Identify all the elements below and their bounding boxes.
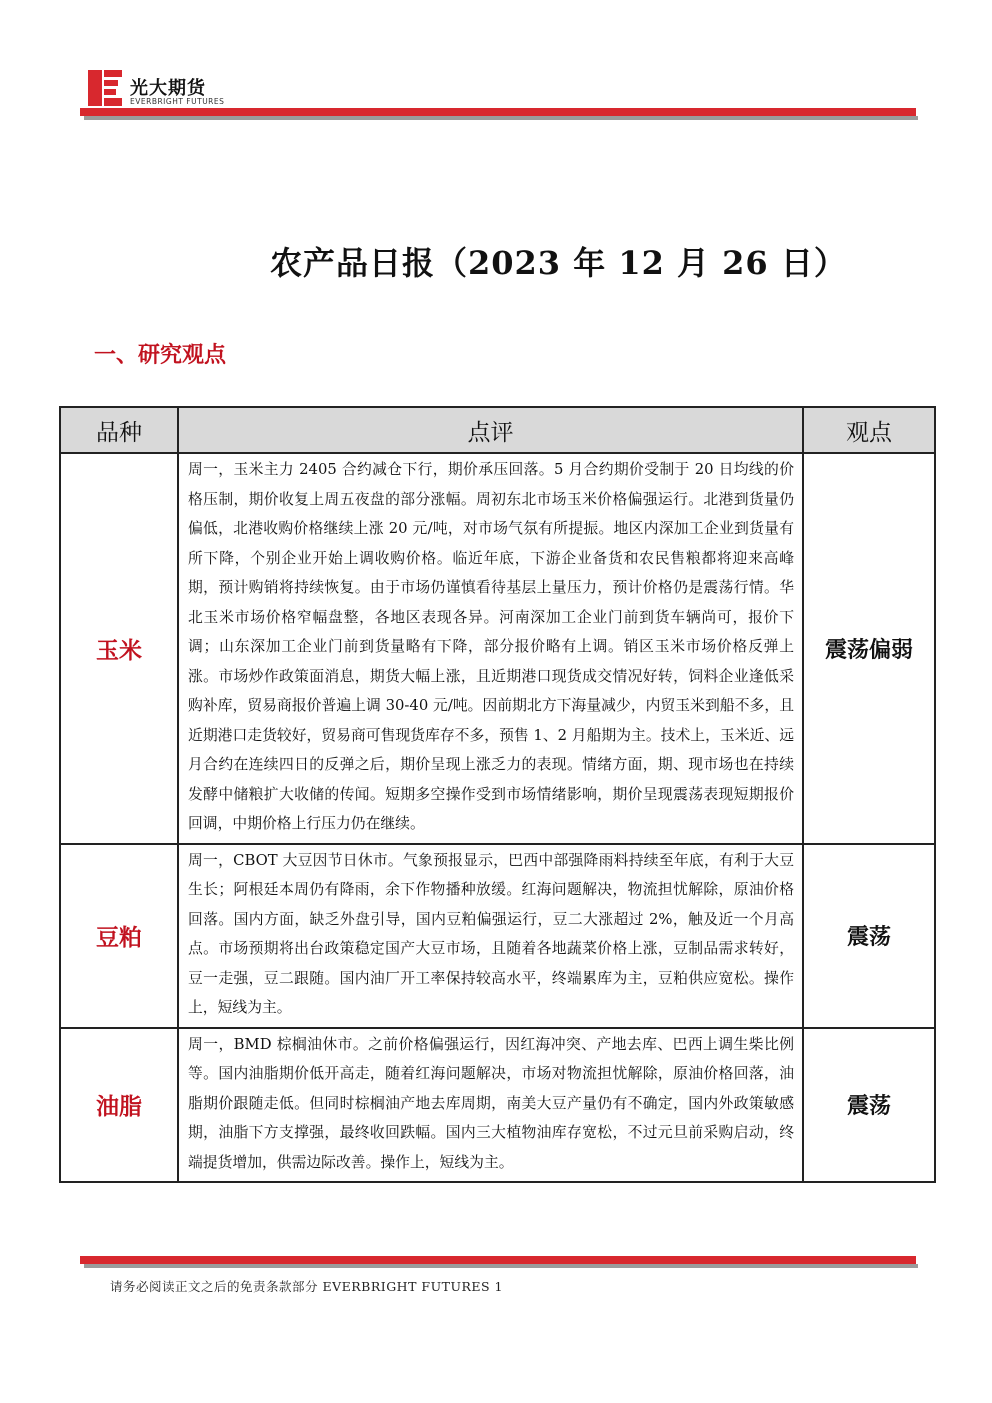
document-title: 农产品日报（2023 年 12 月 26 日） (270, 244, 847, 282)
logo-text-cn: 光大期货 (130, 78, 206, 99)
section-heading: 一、研究观点 (94, 342, 227, 368)
table-header-row (60, 407, 935, 453)
variety-comment: 周一，BMD 棕榈油休市。之前价格偏强运行，因红海冲突、产地去库、巴西上调生柴比例等。国内油脂期价低开高走，随着红海问题解决，市场对物流担忧解除，原油价格回落，油脂期价跟随走低。但同时棕榈油产地去库周期，南美大豆产量仍有不确定，国内外政策敏感期，油脂下方支撑强，最终收回跌幅。国内三大植物油库存宽松，不过元旦前采购启动，终端提货增加，供需边际改善。操作上，短线为主。 (178, 1028, 803, 1183)
column-header-view: 观点 (803, 407, 935, 453)
variety-name: 豆粕 (60, 844, 178, 1028)
header-rule (80, 108, 916, 116)
variety-view: 震荡 (803, 844, 935, 1028)
table-row (60, 453, 935, 844)
variety-comment: 周一，CBOT 大豆因节日休市。气象预报显示，巴西中部强降雨料持续至年底，有利于大豆生长；阿根廷本周仍有降雨，余下作物播种放缓。红海问题解决，物流担忧解除，原油价格回落。国内方面，缺乏外盘引导，国内豆粕偏强运行，豆二大涨超过 2%，触及近一个月高点。市场预期将出台政策稳定国产大豆市场，且随着各地蔬菜价格上涨，豆制品需求转好，豆一走强，豆二跟随。国内油厂开工率保持较高水平，终端累库为主，豆粕供应宽松。操作上，短线为主。 (178, 844, 803, 1028)
table-row (60, 1028, 935, 1183)
variety-name: 玉米 (60, 453, 178, 844)
variety-view: 震荡 (803, 1028, 935, 1183)
column-header-variety: 品种 (60, 407, 178, 453)
header-rule-shadow (84, 116, 918, 120)
research-table (59, 406, 936, 1183)
variety-view: 震荡偏弱 (803, 453, 935, 844)
footer-disclaimer: 请务必阅读正文之后的免责条款部分 EVERBRIGHT FUTURES 1 (110, 1279, 504, 1294)
footer-rule-shadow (84, 1264, 918, 1268)
table-row (60, 844, 935, 1028)
footer-rule (80, 1256, 916, 1264)
variety-name: 油脂 (60, 1028, 178, 1183)
logo-mark-icon (88, 70, 122, 106)
company-logo (88, 70, 238, 110)
logo-text-en: EVERBRIGHT FUTURES (130, 97, 225, 106)
column-header-comment: 点评 (178, 407, 803, 453)
variety-comment: 周一，玉米主力 2405 合约减仓下行，期价承压回落。5 月合约期价受制于 20 日均线的价格压制，期价收复上周五夜盘的部分涨幅。周初东北市场玉米价格偏强运行。北港到货量仍偏低，北港收购价格继续上涨 20 元/吨，对市场气氛有所提振。地区内深加工企业到货量有所下降，个别企业开始上调收购价格。临近年底，下游企业备货和农民售粮都将迎来高峰期，预计购销将持续恢复。由于市场仍谨慎看待基层上量压力，预计价格仍是震荡行情。华北玉米市场价格窄幅盘整，各地区表现各异。河南深加工企业门前到货车辆尚可，报价下调；山东深加工企业门前到货量略有下降，部分报价略有上调。销区玉米市场价格反弹上涨。市场炒作政策面消息，期货大幅上涨，且近期港口现货成交情况好转，饲料企业逢低采购补库，贸易商报价普遍上调 30-40 元/吨。因前期北方下海量减少，内贸玉米到船不多，且近期港口走货较好，贸易商可售现货库存不多，预售 1、2 月船期为主。技术上，玉米近、远月合约在连续四日的反弹之后，期价呈现上涨乏力的表现。情绪方面，期、现市场也在持续发酵中储粮扩大收储的传闻。短期多空操作受到市场情绪影响，期价呈现震荡表现短期报价回调，中期价格上行压力仍在继续。 (178, 453, 803, 844)
